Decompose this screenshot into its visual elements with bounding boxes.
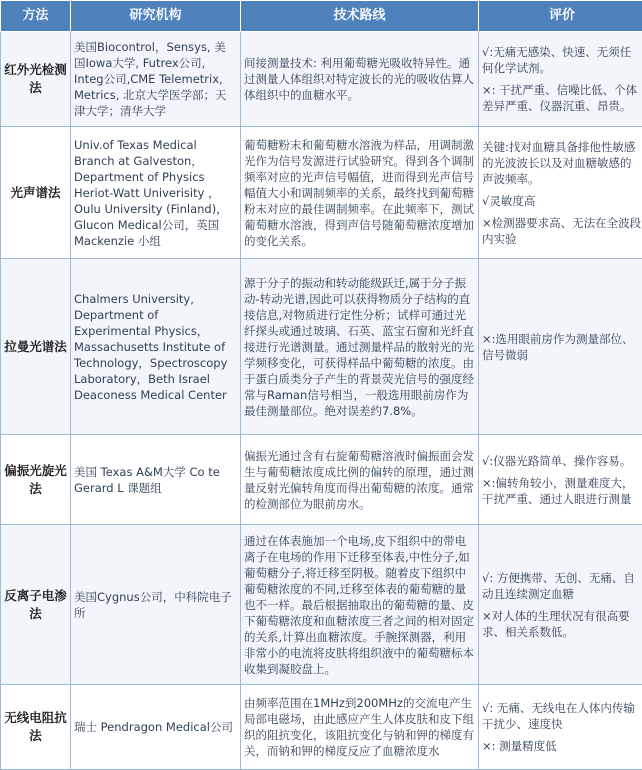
header-evaluation: 评价 <box>479 1 642 32</box>
evaluation-cons: ×检测器要求高、无法在全波段内实验 <box>482 215 642 247</box>
header-institution: 研究机构 <box>71 1 241 32</box>
evaluation-cell <box>479 525 642 685</box>
table-row <box>1 32 642 127</box>
table-row <box>1 435 642 525</box>
evaluation-cons: ×:偏转角较小，测量难度大，干扰严重、通过人眼进行测量 <box>482 475 642 507</box>
evaluation-key: 关键:找对血糖具备排他性敏感的光波波长以及对血糖敏感的声波频率。 <box>482 139 642 187</box>
header-method: 方法 <box>1 1 71 32</box>
technology-cell: 偏振光通过含有右旋葡萄糖溶液时偏振面会发生与葡萄糖浓度成比例的偏转的原理，通过测量反射光偏转角度而得出葡萄糖的浓度。通常的检测部位为眼前房水。 <box>241 435 479 525</box>
institution-cell: Univ.of Texas Medical Branch at Galveston，Department of Physics Heriot-Watt Univerisity ，Oulu University (Finland)，Glucon Medical公司，英国Mackenzie 小组 <box>71 127 241 259</box>
evaluation-pros: √:仪器光路简单、操作容易。 <box>482 453 642 469</box>
method-cell: 偏振光旋光法 <box>1 435 71 525</box>
method-cell: 光声谱法 <box>1 127 71 259</box>
evaluation-cons: ×: 干扰严重、信噪比低、个体差异严重、仪器沉重、昂贵。 <box>482 82 642 114</box>
header-technology: 技术路线 <box>241 1 479 32</box>
method-cell: 反离子电渗法 <box>1 525 71 685</box>
evaluation-cons: ×: 测量精度低 <box>482 738 642 754</box>
evaluation-pros: √: 方便携带、无创、无痛、自动且连续测定血糖 <box>482 570 642 602</box>
evaluation-pros: √灵敏度高 <box>482 193 642 209</box>
institution-cell: 美国Cygnus公司，中科院电子所 <box>71 525 241 685</box>
institution-cell: 瑞士 Pendragon Medical公司 <box>71 685 241 770</box>
technology-cell: 源于分子的振动和转动能级跃迁,属于分子振动-转动光谱,因此可以获得物质分子结构的直接信息,对物质进行定性分析；试样可通过光纤探头或通过玻璃、石英、蓝宝石窗和光纤直接进行光谱测量。通过测量样品的散射光的光学频移变化，可获得样品中葡萄糖的浓度。由于蛋白质类分子产生的背景荧光信号的强度经常与Raman信号相当，一般选用眼前房作为最佳测量部位。绝对误差约7.8%。 <box>241 259 479 435</box>
evaluation-cell <box>479 259 642 435</box>
technology-cell: 由频率范围在1MHz到200MHz的交流电产生局部电磁场，由此感应产生人体皮肤和皮下组织的阻抗变化，该阻抗变化与钠和钾的梯度有关，而钠和钾的梯度反应了血糖浓度水 <box>241 685 479 770</box>
method-cell: 红外光检测法 <box>1 32 71 127</box>
institution-cell: 美国Biocontrol，Sensys, 美国Iowa大学, Futrex公司, Integ公司,CME Telemetrix, Metrics, 北京大学医学部；天津大学；清华大学 <box>71 32 241 127</box>
technology-cell: 间接测量技术: 利用葡萄糖光吸收特异性。通过测量人体组织对特定波长的光的吸收估算人体组织中的血糖水平。 <box>241 32 479 127</box>
evaluation-pros: √:无痛无感染、快速、无须任何化学试剂。 <box>482 44 642 76</box>
table-row <box>1 525 642 685</box>
table-row <box>1 685 642 770</box>
evaluation-cell <box>479 685 642 770</box>
table-row <box>1 259 642 435</box>
method-cell: 拉曼光谱法 <box>1 259 71 435</box>
evaluation-cell <box>479 435 642 525</box>
technology-cell: 葡萄糖粉末和葡萄糖水溶液为样品，用调制激光作为信号发源进行试验研究。得到各个调制频率对应的光声信号幅值，进而得到光声信号幅值大小和调制频率的关系，最终找到葡萄糖粉末对应的最佳调制频率。在此频率下，测试葡萄糖水溶液，得到声信号随葡萄糖浓度增加的变化关系。 <box>241 127 479 259</box>
institution-cell: 美国 Texas A&M大学 Co te Gerard L 课题组 <box>71 435 241 525</box>
evaluation-cell <box>479 127 642 259</box>
table-row <box>1 127 642 259</box>
technology-cell: 通过在体表施加一个电场,皮下组织中的带电离子在电场的作用下迁移至体表,中性分子,如葡萄糖分子,将迁移至阴极。随着皮下组织中葡萄糖浓度的不同,迁移至体表的葡萄糖的量也不一样。最后根据抽取出的葡萄糖的量、皮下葡萄糖浓度和血糖浓度三者之间的相对固定的关系,计算出血糖浓度。手腕探测器，利用非常小的电流将皮肤将组织液中的葡萄糖标本收集到凝胶盘上。 <box>241 525 479 685</box>
evaluation-cons: ×:选用眼前房作为测量部位、信号微弱 <box>482 331 642 363</box>
evaluation-cell <box>479 32 642 127</box>
header-row <box>1 1 642 32</box>
method-cell: 无线电阻抗法 <box>1 685 71 770</box>
evaluation-cons: ×对人体的生理状况有很高要求、相关系数低。 <box>482 608 642 640</box>
evaluation-pros: √: 无痛、无线电在人体内传输干扰少、速度快 <box>482 700 642 732</box>
institution-cell: Chalmers University, Department of Experimental Physics，Massachusetts Institute of Technology，Spectroscopy Laboratory，Beth Israel Deaconess Medical Center <box>71 259 241 435</box>
